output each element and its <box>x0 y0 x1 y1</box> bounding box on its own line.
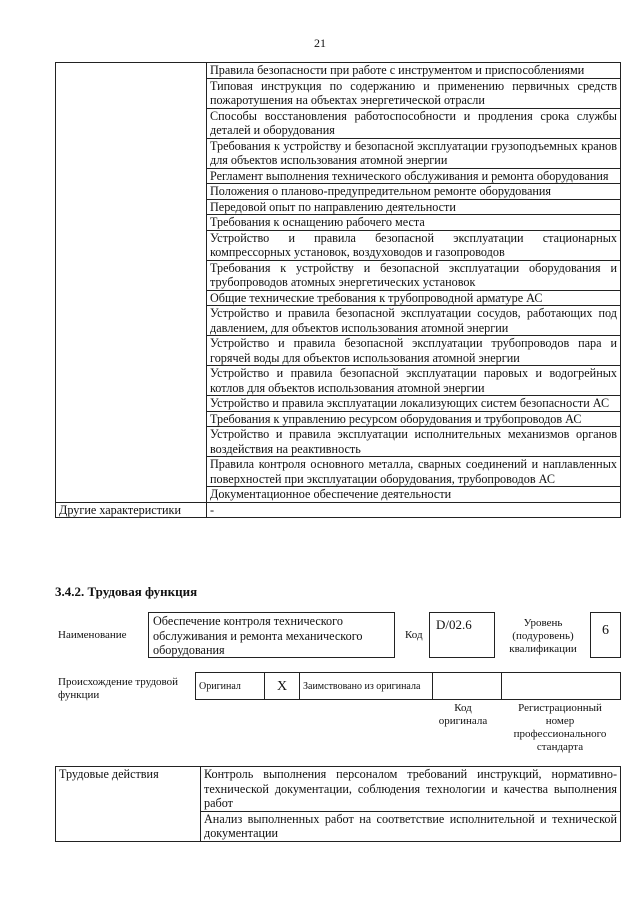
table-row <box>56 502 621 518</box>
level-box: 6 <box>590 612 621 658</box>
requirement-cell: Общие технические требования к трубопроводной арматуре АС <box>207 290 621 306</box>
requirement-cell: Передовой опыт по направлению деятельности <box>207 199 621 215</box>
origin-table <box>195 672 621 700</box>
requirement-cell: Типовая инструкция по содержанию и применению первичных средств пожаротушения на объектах энергетической отрасли <box>207 78 621 108</box>
requirement-cell: Положения о планово-предупредительном ремонте оборудования <box>207 184 621 200</box>
original-mark: X <box>265 673 300 700</box>
requirement-cell: Требования к устройству и безопасной эксплуатации грузоподъемных кранов для объектов использования атомной энергии <box>207 138 621 168</box>
table-row <box>56 767 621 812</box>
code-original-caption: Код оригинала <box>438 702 488 727</box>
other-characteristics-value: - <box>207 502 621 518</box>
action-cell: Контроль выполнения персоналом требований инструкций, нормативно-технической документации, соблюдения технологии и качества выполнения работ <box>201 767 621 812</box>
requirement-cell: Устройство и правила безопасной эксплуатации сосудов, работающих под давлением, для объектов использования атомной энергии <box>207 306 621 336</box>
origin-label: Происхождение трудовой функции <box>58 676 179 701</box>
requirement-cell: Устройство и правила безопасной эксплуатации паровых и водогрейных котлов для объектов использования атомной энергии <box>207 366 621 396</box>
page-number: 21 <box>314 36 326 50</box>
section-heading: 3.4.2. Трудовая функция <box>55 584 198 599</box>
knowledge-table <box>55 62 621 518</box>
table-row <box>196 673 621 700</box>
requirement-cell: Способы восстановления работоспособности и продления срока службы деталей и оборудования <box>207 108 621 138</box>
name-label: Наименование <box>58 629 127 641</box>
requirement-cell: Правила безопасности при работе с инструментом и приспособлениями <box>207 63 621 79</box>
requirement-cell: Требования к управлению ресурсом оборудования и трубопроводов АС <box>207 411 621 427</box>
function-code-box: D/02.6 <box>429 612 495 658</box>
labor-actions-table <box>55 766 621 842</box>
other-characteristics-label: Другие характеристики <box>56 502 207 518</box>
origin-reg-cell <box>502 673 621 700</box>
table-row <box>56 63 621 79</box>
borrowed-label: Заимствовано из оригинала <box>300 673 433 700</box>
requirement-cell: Устройство и правила безопасной эксплуатации трубопроводов пара и горячей воды для объектов использования атомной энергии <box>207 336 621 366</box>
requirement-cell: Правила контроля основного металла, сварных соединений и наплавленных поверхностей при эксплуатации оборудования, трубопроводов АС <box>207 457 621 487</box>
code-label: Код <box>405 629 423 641</box>
requirement-cell: Требования к устройству и безопасной эксплуатации оборудования и трубопроводов атомных энергетических установок <box>207 260 621 290</box>
original-label: Оригинал <box>196 673 265 700</box>
action-cell: Анализ выполненных работ на соответствие исполнительной и технической документации <box>201 811 621 841</box>
requirement-cell: Требования к оснащению рабочего места <box>207 215 621 231</box>
requirement-cell: Регламент выполнения технического обслуживания и ремонта оборудования <box>207 168 621 184</box>
origin-code-cell <box>433 673 502 700</box>
row-label-empty <box>56 63 207 503</box>
function-name-box: Обеспечение контроля технического обслуживания и ремонта механического оборудования <box>148 612 395 658</box>
labor-actions-label: Трудовые действия <box>56 767 201 842</box>
requirement-cell: Документационное обеспечение деятельности <box>207 487 621 503</box>
requirement-cell: Устройство и правила эксплуатации исполнительных механизмов органов воздействия на реактивность <box>207 427 621 457</box>
requirement-cell: Устройство и правила безопасной эксплуатации стационарных компрессорных установок, воздуховодов и газопроводов <box>207 230 621 260</box>
level-label: Уровень (подуровень) квалификации <box>509 617 577 655</box>
registration-number-caption: Регистрационный номер профессионального стандарта <box>513 702 607 753</box>
requirement-cell: Устройство и правила эксплуатации локализующих систем безопасности АС <box>207 396 621 412</box>
